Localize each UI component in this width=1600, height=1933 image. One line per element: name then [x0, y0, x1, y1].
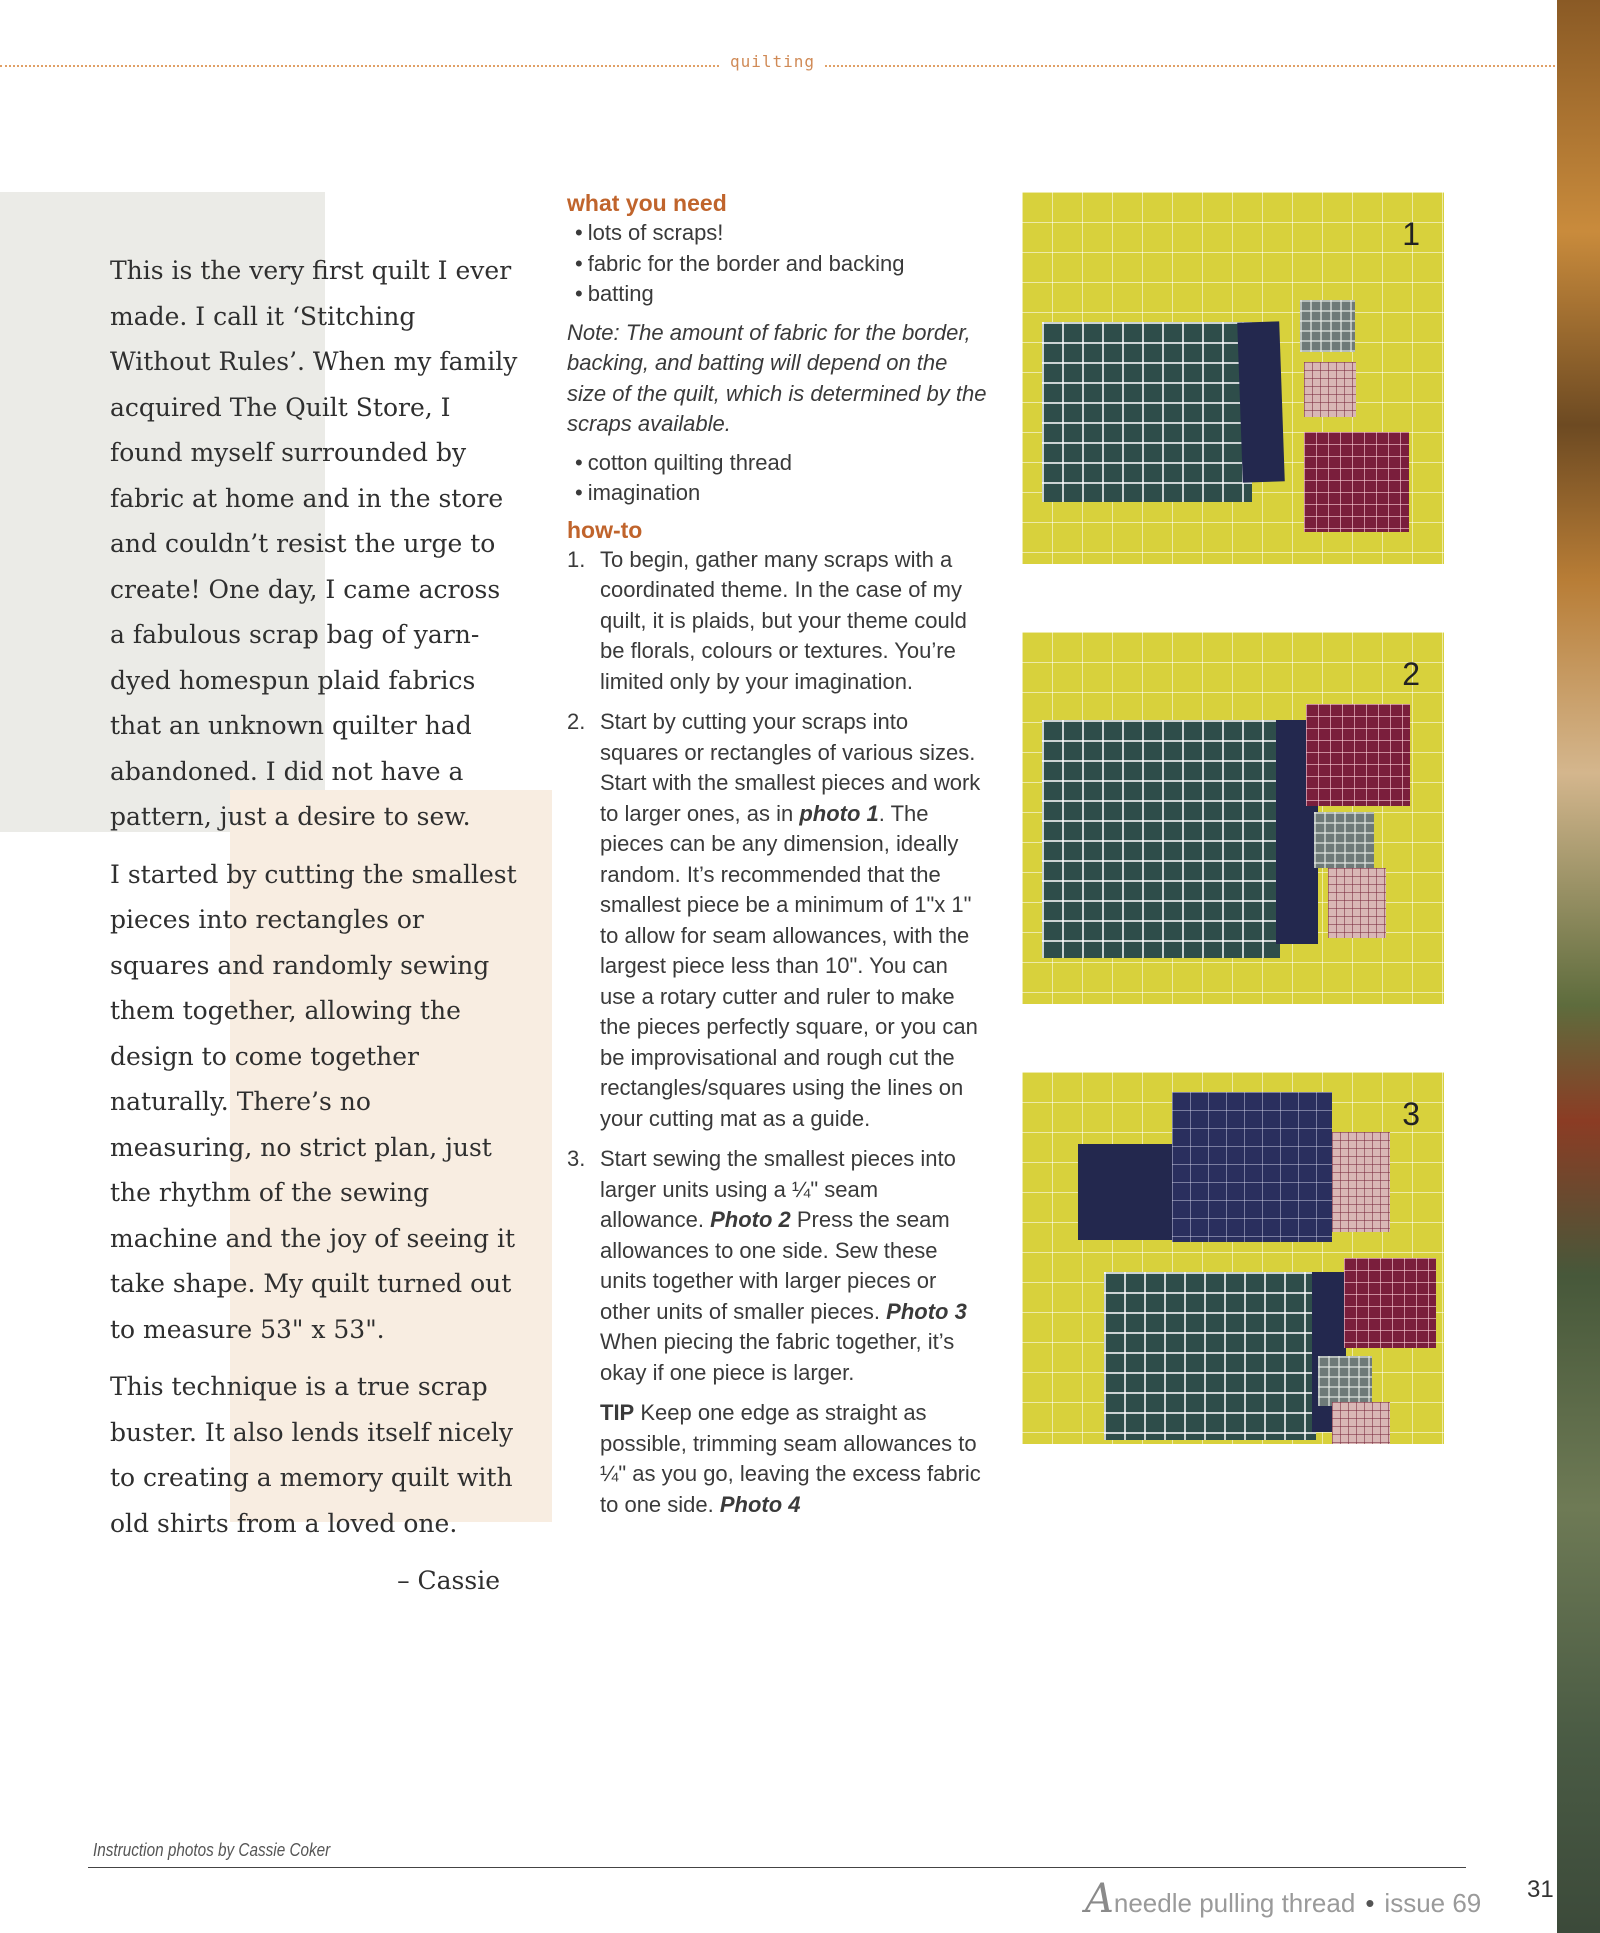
step-text: Press the seam allowances to one side. Sew these units together with larger pieces or other units of smaller pieces.: [600, 1207, 950, 1324]
issue-number: issue 69: [1384, 1888, 1482, 1918]
pink-plaid-fabric: [1328, 868, 1386, 938]
how-to-heading: how-to: [567, 516, 643, 543]
red-plaid-fabric: [1344, 1258, 1436, 1348]
step-text: Start sewing the smallest pieces into larger units using a ¼" seam allowance.: [600, 1146, 956, 1232]
tip-label: TIP: [600, 1400, 635, 1425]
page-number: 31: [1527, 1876, 1554, 1903]
step-text: . The pieces can be any dimension, ideally random. It’s recommended that the smallest piece be a minimum of 1"x 1" to allow for seam allowances, with the largest piece less than 10". You can use a rotary cutter and ruler to make the pieces perfectly square, or you can be improvisational and rough cut the rectangles/squares using the lines on your cutting mat as a guide.: [600, 800, 978, 1131]
tip-text: Keep one edge as straight as possible, trimming seam allowances to ¼" as you go, leaving the excess fabric to one side.: [600, 1400, 981, 1517]
step-2: [567, 707, 987, 1134]
intro-story: [110, 248, 520, 1604]
step-1: [567, 545, 987, 698]
note-text: : The amount of fabric for the border, backing, and batting will depend on the size of the quilt, which is determined by the scraps available.: [567, 319, 987, 436]
supplies-list: [567, 218, 987, 310]
section-label: quilting: [720, 52, 825, 71]
instruction-photo-2: [1022, 632, 1444, 1004]
supply-item: • fabric for the border and backing: [575, 249, 987, 280]
green-plaid-fabric: [1042, 720, 1280, 958]
side-photo-strip: [1557, 0, 1600, 1933]
gray-plaid-fabric: [1314, 812, 1374, 868]
supply-item: • batting: [575, 279, 987, 310]
photo-credit: Instruction photos by Cassie Coker: [93, 1840, 331, 1860]
supply-item: • cotton quilting thread: [575, 448, 987, 479]
brand-initial: A: [1085, 1876, 1114, 1922]
step-number: 2.: [567, 709, 586, 734]
brand-name: needle pulling thread: [1113, 1888, 1356, 1918]
photo-number: 1: [1402, 216, 1420, 252]
instruction-photo-1: [1022, 192, 1444, 564]
pink-plaid-fabric: [1304, 362, 1356, 417]
what-you-need-heading: what you need: [567, 190, 727, 216]
photo-reference: Photo 3: [886, 1298, 967, 1324]
step-text: Start by cutting your scraps into squares or rectangles of various sizes. Start with the smallest pieces and work to larger ones, as in: [600, 709, 981, 826]
magazine-brand: [1085, 1876, 1481, 1922]
photo-reference: Photo 4: [719, 1491, 801, 1517]
supply-item: • lots of scraps!: [575, 218, 987, 249]
steps-list: [567, 545, 987, 1389]
green-plaid-fabric: [1104, 1272, 1316, 1440]
instruction-photo-3: [1022, 1072, 1444, 1444]
step-text: To begin, gather many scraps with a coordinated theme. In the case of my quilt, it is plaids, but your theme could be florals, colours or textures. You’re limited only by your imagination.: [600, 546, 967, 694]
photo-number: 3: [1402, 1096, 1420, 1132]
red-plaid-fabric: [1304, 432, 1409, 532]
note-label: Note: [567, 319, 614, 345]
story-signature: – Cassie: [397, 1566, 500, 1595]
step-number: 1.: [567, 546, 586, 572]
brand-separator: •: [1365, 1888, 1375, 1918]
step-text: When piecing the fabric together, it’s okay if one piece is larger.: [600, 1329, 955, 1385]
photo-reference: Photo 2: [710, 1207, 791, 1232]
navy-plaid-fabric: [1172, 1092, 1332, 1242]
footer-rule: [88, 1867, 1466, 1868]
pink-plaid-fabric: [1332, 1402, 1390, 1444]
story-paragraph-3: This technique is a true scrap buster. It also lends itself nicely to creating a memory quilt with old shirts from a loved one.: [110, 1372, 514, 1538]
gray-plaid-fabric: [1318, 1356, 1372, 1406]
pink-plaid-fabric: [1332, 1132, 1390, 1232]
navy-fabric-strip: [1237, 321, 1285, 482]
tip-block: [567, 1398, 987, 1520]
step-number: 3.: [567, 1146, 586, 1171]
supplies-list-2: [567, 448, 987, 509]
supplies-note: [567, 318, 987, 440]
supply-item: • imagination: [575, 478, 987, 509]
green-plaid-fabric: [1042, 322, 1252, 502]
story-paragraph-2: I started by cutting the smallest pieces into rectangles or squares and randomly sewing them together, allowing the design to come together naturally. There’s no measuring, no strict plan, just the rhythm of the sewing machine and the joy of seeing it take shape. My quilt turned out to measure 53" x 53".: [110, 859, 517, 1344]
gray-plaid-fabric: [1300, 300, 1355, 352]
step-3: [567, 1144, 987, 1388]
story-paragraph-1: This is the very first quilt I ever made. I call it ‘Stitching Without Rules’. When my family acquired The Quilt Store, I found myself surrounded by fabric at home and in the store and couldn’t resist the urge to create! One day, I came across a fabulous scrap bag of yarn-dyed homespun plaid fabrics that an unknown quilter had abandoned. I did not have a pattern, just a desire to sew.: [110, 256, 518, 831]
photo-reference: photo 1: [799, 800, 879, 826]
red-plaid-fabric: [1306, 704, 1410, 806]
instructions-column: [567, 188, 987, 1520]
photo-number: 2: [1402, 656, 1420, 692]
